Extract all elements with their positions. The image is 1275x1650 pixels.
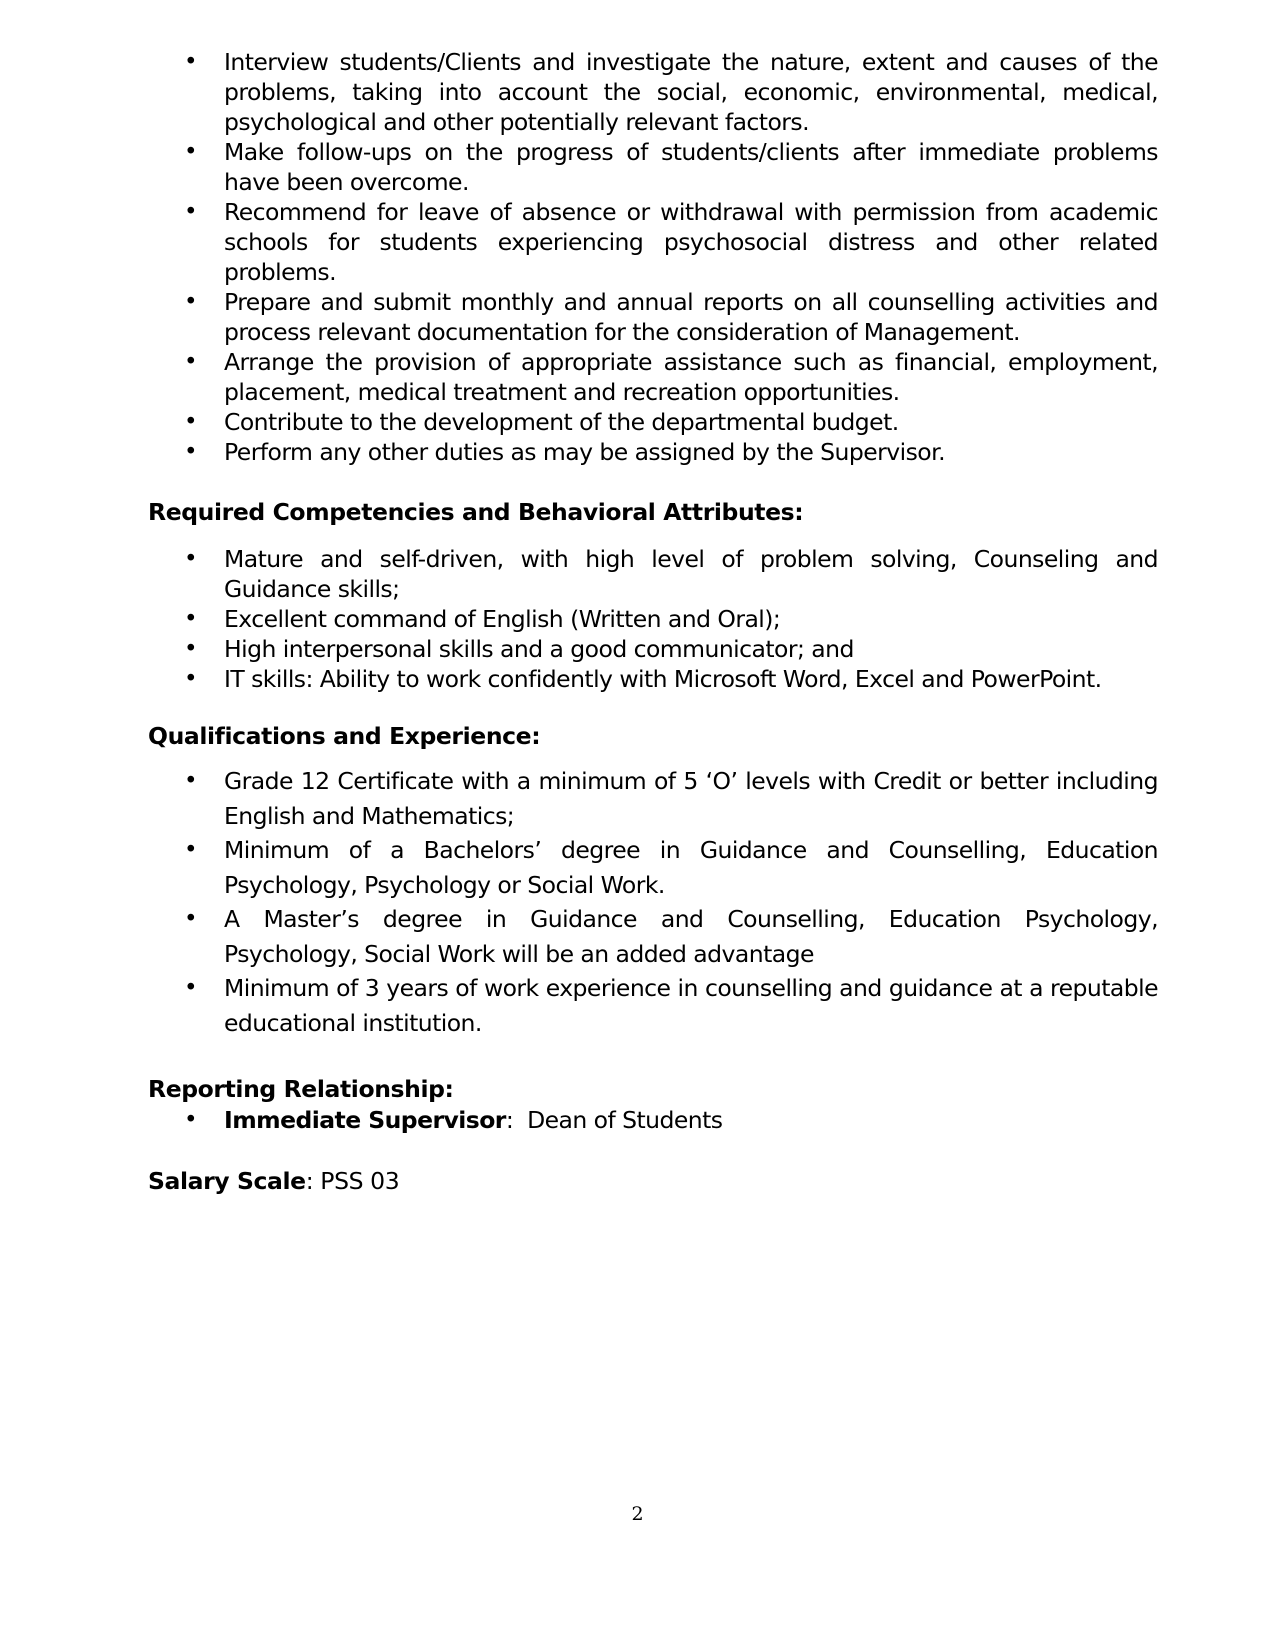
reporting-heading: Reporting Relationship: [148, 1075, 454, 1103]
reporting-item [148, 1104, 1158, 1136]
duty-item: • Arrange the provision of appropriate assistance such as financial, employment, placement, medical treatment and recreation opportunities. [148, 347, 1158, 407]
salary-line [148, 1166, 1158, 1196]
competency-item: • IT skills: Ability to work confidently with Microsoft Word, Excel and PowerPoint. [148, 664, 1158, 694]
duty-item: • Recommend for leave of absence or withdrawal with permission from academic schools for students experiencing psychosocial distress and other related problems. [148, 197, 1158, 287]
salary-separator: : [305, 1167, 321, 1195]
qualification-item: • A Master’s degree in Guidance and Counselling, Education Psychology, Psychology, Social Work will be an added advantage [148, 902, 1158, 971]
qualifications-heading: Qualifications and Experience: [148, 722, 541, 750]
qualification-item: • Minimum of 3 years of work experience in counselling and guidance at a reputable educational institution. [148, 971, 1158, 1040]
competencies-list [148, 544, 1158, 694]
qualifications-list [148, 764, 1158, 1040]
page-content [148, 47, 1158, 1196]
competencies-heading: Required Competencies and Behavioral Attributes: [148, 498, 804, 526]
duty-item: • Interview students/Clients and investigate the nature, extent and causes of the problems, taking into account the social, economic, environmental, medical, psychological and other potentially relevant factors. [148, 47, 1158, 137]
duty-item: • Prepare and submit monthly and annual reports on all counselling activities and process relevant documentation for the consideration of Management. [148, 287, 1158, 347]
qualification-item: • Minimum of a Bachelors’ degree in Guidance and Counselling, Education Psychology, Psychology or Social Work. [148, 833, 1158, 902]
supervisor-value: Dean of Students [527, 1106, 723, 1134]
reporting-list [148, 1104, 1158, 1136]
page-number: 2 [631, 1503, 644, 1525]
competency-item: • High interpersonal skills and a good communicator; and [148, 634, 1158, 664]
duty-item: • Make follow-ups on the progress of students/clients after immediate problems have been overcome. [148, 137, 1158, 197]
duty-item: • Perform any other duties as may be assigned by the Supervisor. [148, 437, 1158, 467]
supervisor-separator: : [505, 1106, 528, 1134]
competency-item: • Excellent command of English (Written and Oral); [148, 604, 1158, 634]
salary-label: Salary Scale [148, 1167, 306, 1195]
duty-item: • Contribute to the development of the departmental budget. [148, 407, 1158, 437]
salary-value: PSS 03 [320, 1167, 400, 1195]
competency-item: • Mature and self-driven, with high level of problem solving, Counseling and Guidance skills; [148, 544, 1158, 604]
qualification-item: • Grade 12 Certificate with a minimum of 5 ‘O’ levels with Credit or better including English and Mathematics; [148, 764, 1158, 833]
duties-list [148, 47, 1158, 467]
supervisor-label: Immediate Supervisor [224, 1106, 506, 1134]
